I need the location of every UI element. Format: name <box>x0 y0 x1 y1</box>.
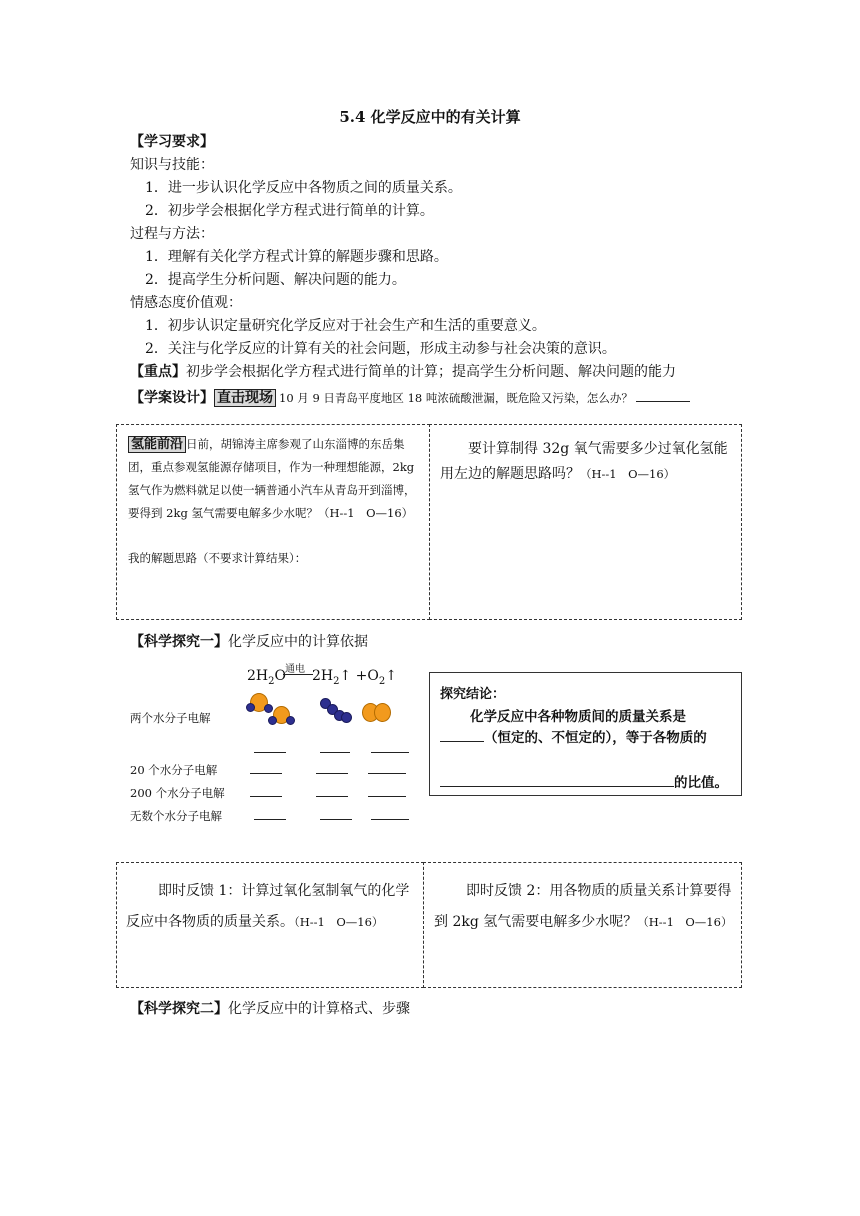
peroxide-question <box>440 437 730 487</box>
mass-blank-oxygen-row2[interactable] <box>368 773 406 774</box>
hydrogen-frontier-tag: 氢能前沿 <box>128 436 186 453</box>
mass-blank-water-row3[interactable] <box>250 796 282 797</box>
inquiry-two-label: 【科学探究二】 <box>130 1001 228 1017</box>
conclusion-heading: 探究结论： <box>440 687 506 702</box>
mass-blank-oxygen-row3[interactable] <box>368 796 406 797</box>
emotion-item-2: 2．关注与化学反应的计算有关的社会问题，形成主动参与社会决策的意识。 <box>145 341 616 357</box>
equation-condition: 通电 <box>285 664 305 675</box>
row-countless-molecules: 无数个水分子电解 <box>130 809 222 823</box>
inquiry-two-heading <box>130 999 410 1019</box>
inquiry-two-text: 化学反应中的计算格式、步骤 <box>228 1001 410 1017</box>
feedback-one-masses: （H--1 O—16） <box>294 915 384 929</box>
inquiry-one-text: 化学反应中的计算依据 <box>228 634 368 650</box>
key-point-text: 初步学会根据化学方程式进行简单的计算；提高学生分析问题、解决问题的能力 <box>186 364 676 380</box>
key-point-label: 【重点】 <box>130 364 186 380</box>
row-two-hundred-molecules: 200 个水分子电解 <box>130 786 225 800</box>
mass-blank-hydrogen-row2[interactable] <box>316 773 348 774</box>
process-item-2: 2．提高学生分析问题、解决问题的能力。 <box>145 272 406 288</box>
peroxide-question-text: 要计算制得 32g 氧气需要多少过氧化氢能用左边的解题思路吗？ <box>440 441 728 482</box>
page-title: 5.4 化学反应中的有关计算 <box>339 108 521 126</box>
hydrogen-frontier-content <box>128 433 422 525</box>
design-answer-blank[interactable] <box>636 387 690 402</box>
conclusion-text-2: （恒定的、不恒定的），等于各物质的 <box>484 730 707 746</box>
design-tag: 直击现场 <box>214 389 276 407</box>
mass-blank-oxygen-row1[interactable] <box>371 752 409 753</box>
conclusion-blank-ratio[interactable] <box>440 772 674 787</box>
solution-idea-prompt: 我的解题思路（不要求计算结果）： <box>128 551 307 565</box>
feedback-one-text: 即时反馈 1：计算过氧化氢制氧气的化学反应中各物质的质量关系。 <box>126 883 410 930</box>
feedback-one <box>126 876 416 938</box>
key-point <box>130 362 676 382</box>
design-text: 10 月 9 日青岛平度地区 18 吨浓硫酸泄漏，既危险又污染，怎么办？ <box>279 391 633 405</box>
conclusion-line-3 <box>440 771 728 791</box>
mass-blank-water-row4[interactable] <box>254 819 286 820</box>
emotion-item-1: 1．初步认识定量研究化学反应对于社会生产和生活的重要意义。 <box>145 318 546 334</box>
inquiry-one-heading <box>130 632 368 652</box>
mass-blank-hydrogen-row4[interactable] <box>320 819 352 820</box>
knowledge-item-2: 2．初步学会根据化学方程式进行简单的计算。 <box>145 203 434 219</box>
equation-arrow-line <box>283 674 313 675</box>
feedback-two-masses: （H--1 O—16） <box>637 915 733 929</box>
conclusion-text-3: 的比值。 <box>674 775 728 791</box>
equation-reactant: $2H_2O$ <box>247 668 286 687</box>
process-item-1: 1．理解有关化学方程式计算的解题步骤和思路。 <box>145 249 448 265</box>
row-twenty-molecules: 20 个水分子电解 <box>130 763 218 777</box>
knowledge-item-1: 1．进一步认识化学反应中各物质之间的质量关系。 <box>145 180 462 196</box>
feedback-two <box>434 876 734 938</box>
peroxide-question-masses: （H--1 O—16） <box>580 467 676 481</box>
mass-blank-water-row2[interactable] <box>250 773 282 774</box>
conclusion-blank-constant[interactable] <box>440 727 484 742</box>
mass-blank-hydrogen-row3[interactable] <box>316 796 348 797</box>
feedback-two-text: 即时反馈 2：用各物质的质量关系计算要得到 2kg 氢气需要电解多少水呢？ <box>434 883 732 930</box>
process-heading: 过程与方法： <box>130 226 214 242</box>
mass-blank-water-row1[interactable] <box>254 752 286 753</box>
hydrogen-frontier-text: 日前，胡锦涛主席参观了山东淄博的东岳集团，重点参观氢能源存储项目，作为一种理想能源，2kg 氢气作为燃料就足以使一辆普通小汽车从青岛开到淄博，要得到 2kg 氢气需要电解多少水呢？（H--1 O—16） <box>128 437 416 520</box>
design-label: 【学案设计】 <box>130 390 214 406</box>
requirements-heading: 【学习要求】 <box>130 134 214 150</box>
conclusion-line-2 <box>440 726 707 746</box>
equation-products: $2H_2↑$ $+O_2↑$ <box>312 668 397 687</box>
mass-blank-hydrogen-row1[interactable] <box>320 752 350 753</box>
emotion-heading: 情感态度价值观： <box>130 295 242 311</box>
row-two-molecules: 两个水分子电解 <box>130 711 211 725</box>
mass-blank-oxygen-row4[interactable] <box>371 819 409 820</box>
design-line <box>130 387 690 408</box>
knowledge-heading: 知识与技能： <box>130 157 214 173</box>
inquiry-one-label: 【科学探究一】 <box>130 634 228 650</box>
conclusion-text-1: 化学反应中各种物质间的质量关系是 <box>470 709 686 725</box>
